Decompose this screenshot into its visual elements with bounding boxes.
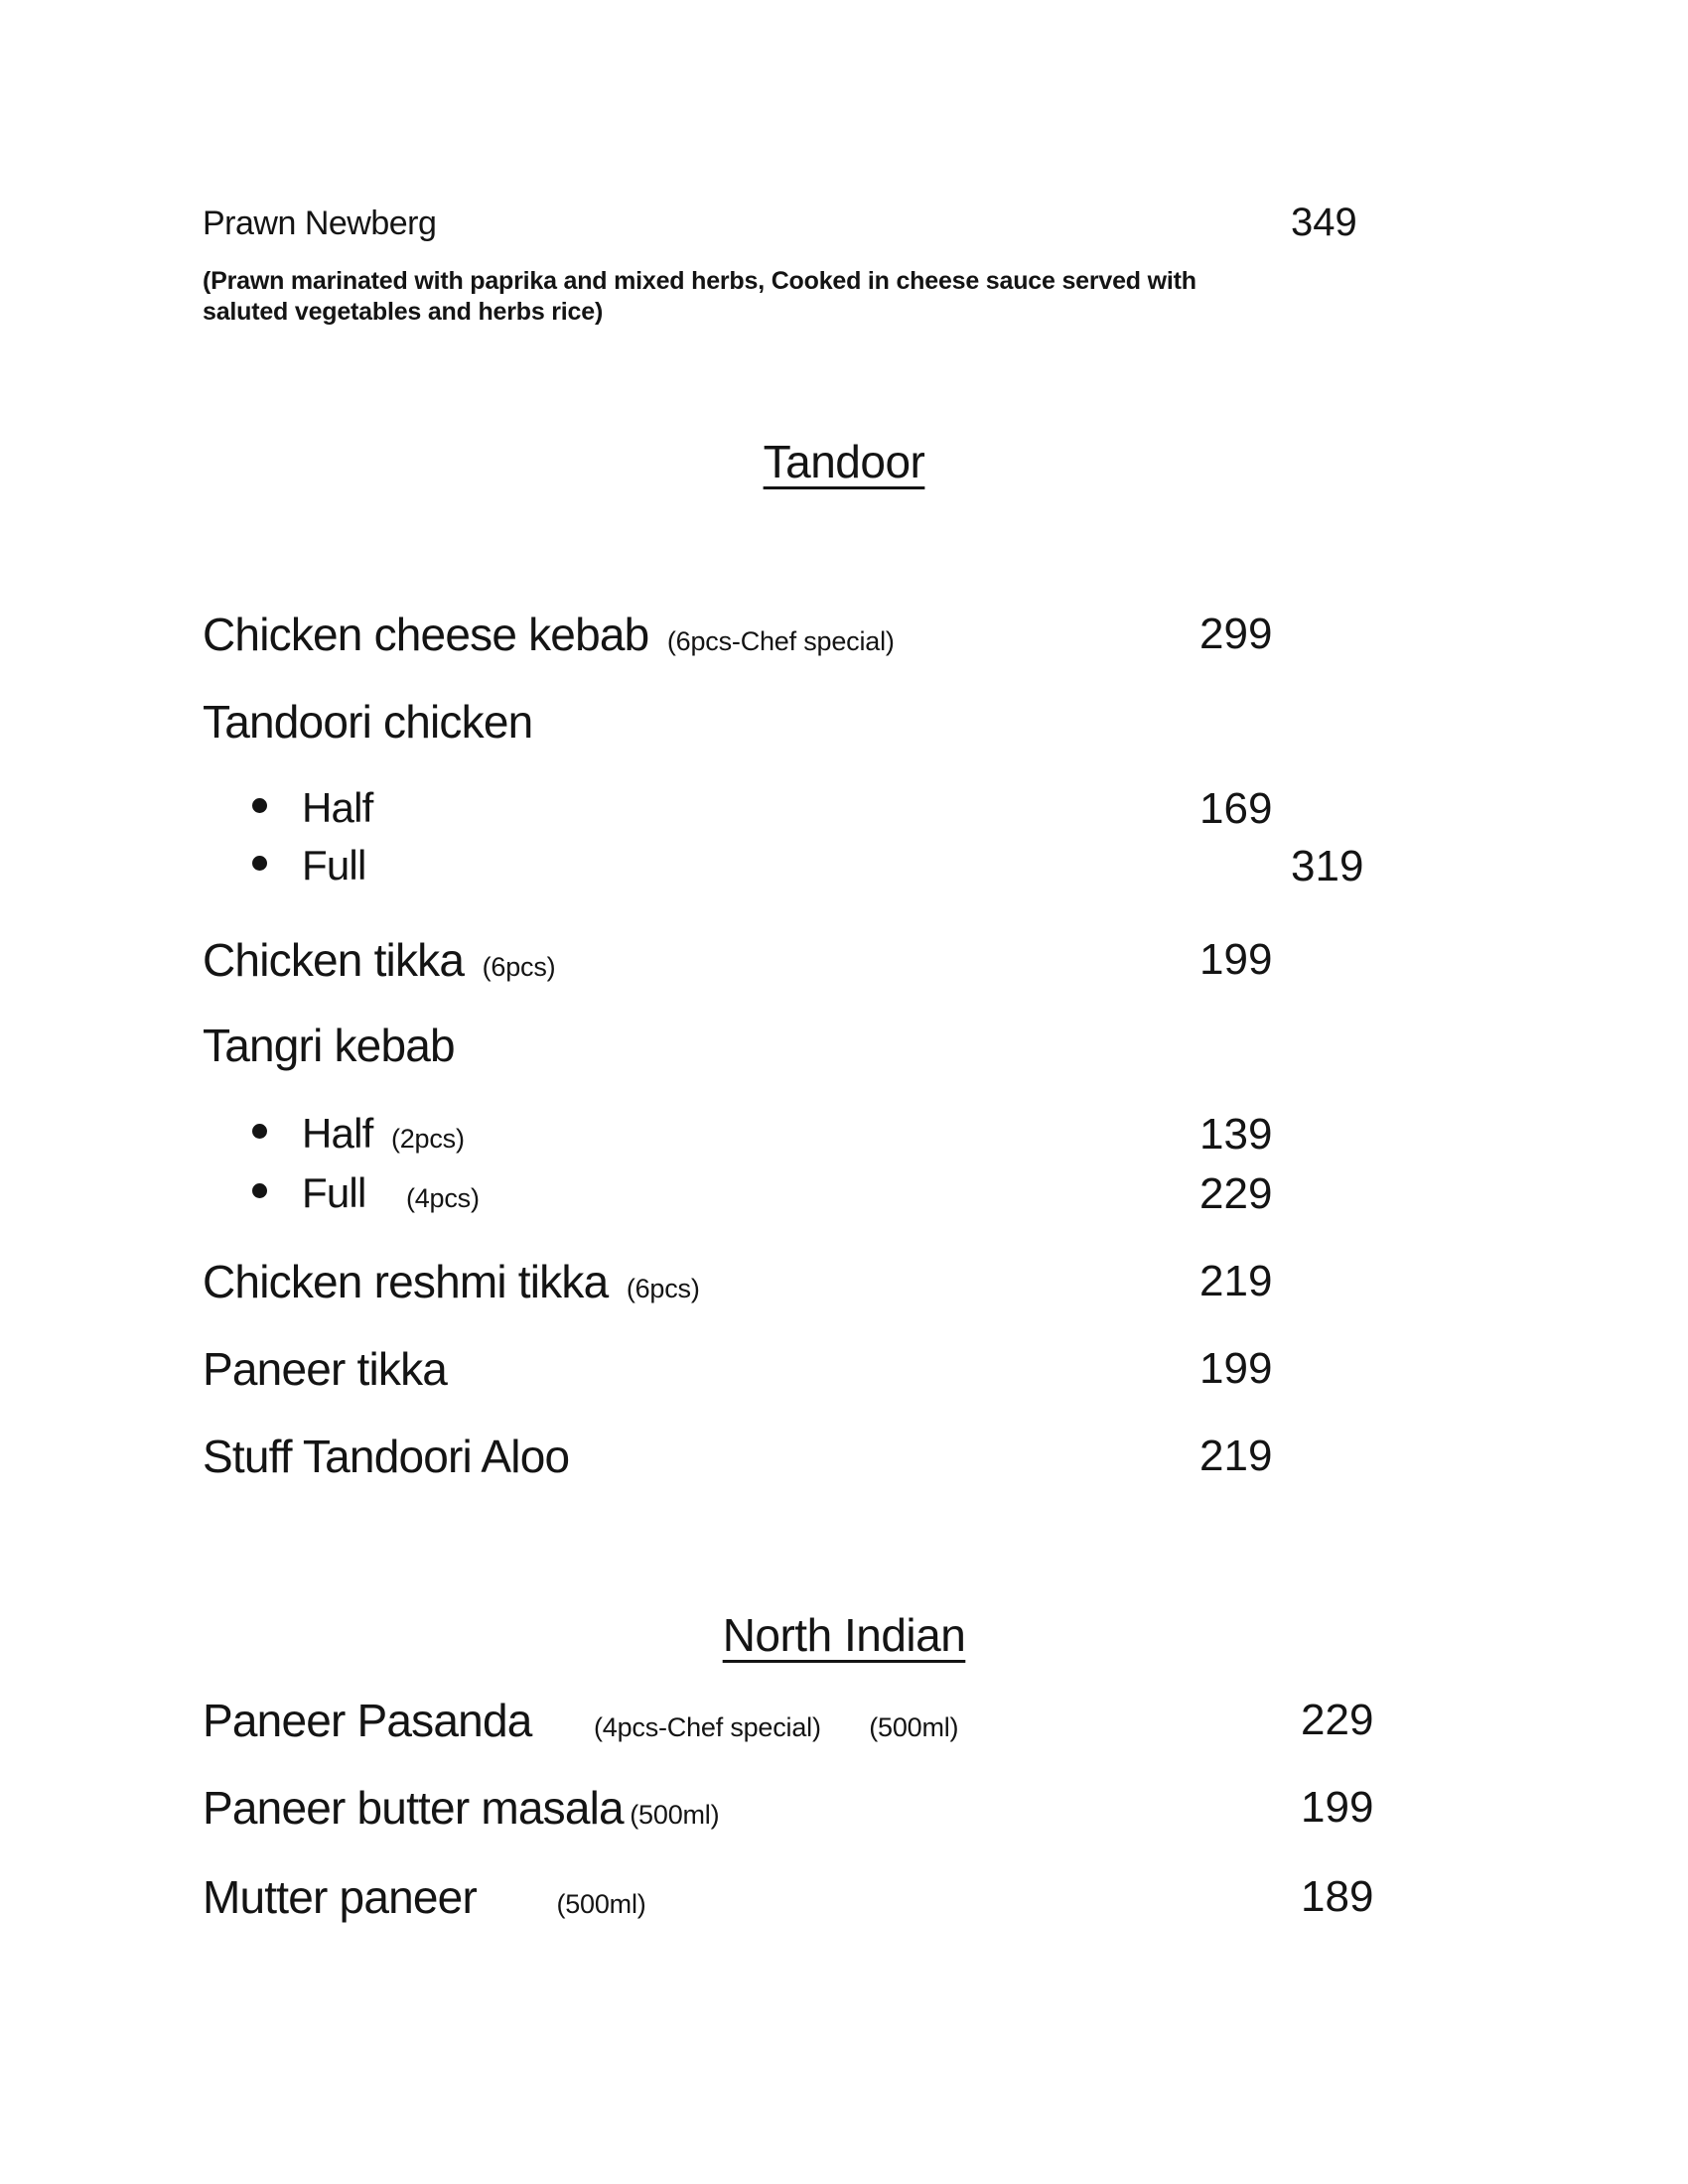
item-name: Chicken reshmi tikka bbox=[203, 1256, 609, 1307]
item-name: Paneer tikka bbox=[203, 1343, 448, 1395]
option-name: Full bbox=[302, 842, 366, 888]
menu-item-row bbox=[203, 1255, 1628, 1308]
item-price: 199 bbox=[1199, 935, 1273, 984]
item-price: 199 bbox=[1199, 1344, 1273, 1393]
option-name: Full bbox=[302, 1169, 366, 1216]
item-price: 199 bbox=[1301, 1783, 1374, 1832]
item-name: Chicken cheese kebab bbox=[203, 609, 649, 660]
item-name: Stuff Tandoori Aloo bbox=[203, 1431, 570, 1482]
option-name: Half bbox=[302, 1110, 373, 1157]
menu-item-row bbox=[203, 1019, 1628, 1072]
item-price: 299 bbox=[1199, 610, 1273, 658]
item-note: (4pcs-Chef special) bbox=[593, 1712, 821, 1742]
section-heading-north-indian bbox=[0, 1608, 1688, 1662]
item-name: Mutter paneer bbox=[203, 1871, 477, 1923]
bullet-icon bbox=[252, 798, 268, 814]
item-price: 349 bbox=[1291, 201, 1357, 244]
item-name: Prawn Newberg bbox=[203, 205, 437, 242]
item-price: 139 bbox=[1199, 1110, 1273, 1159]
item-note: (500ml) bbox=[630, 1800, 720, 1830]
bullet-icon bbox=[252, 1183, 268, 1199]
item-price: 219 bbox=[1199, 1432, 1273, 1480]
menu-item-row bbox=[203, 1694, 1628, 1747]
section-heading-tandoor bbox=[0, 435, 1688, 488]
option-row bbox=[203, 784, 1628, 832]
section-title: Tandoor bbox=[763, 436, 925, 487]
option-row bbox=[203, 1169, 1628, 1217]
item-price: 189 bbox=[1301, 1872, 1374, 1921]
item-name: Paneer Pasanda bbox=[203, 1695, 532, 1746]
item-name: Chicken tikka bbox=[203, 934, 465, 986]
menu-item-row bbox=[203, 608, 1628, 661]
option-row bbox=[203, 1110, 1628, 1158]
item-name: Tangri kebab bbox=[203, 1020, 455, 1071]
item-price: 319 bbox=[1291, 842, 1364, 890]
menu-item-row bbox=[203, 933, 1628, 987]
item-price: 169 bbox=[1199, 784, 1273, 833]
option-row bbox=[203, 842, 1628, 889]
item-price: 229 bbox=[1301, 1696, 1374, 1744]
dish-description-line: saluted vegetables and herbs rice) bbox=[203, 298, 604, 326]
option-note: (4pcs) bbox=[405, 1183, 480, 1213]
menu-item-row bbox=[203, 1342, 1628, 1396]
item-note: (500ml) bbox=[556, 1889, 646, 1919]
menu-item-row bbox=[203, 695, 1628, 749]
item-note: (500ml) bbox=[869, 1712, 959, 1742]
dish-description bbox=[203, 266, 1196, 328]
menu-item-row bbox=[203, 1781, 1628, 1835]
menu-item-row bbox=[203, 201, 1628, 244]
item-name: Paneer butter masala bbox=[203, 1782, 624, 1834]
menu-item-row bbox=[203, 1870, 1628, 1924]
item-price: 219 bbox=[1199, 1257, 1273, 1305]
item-note: (6pcs-Chef special) bbox=[666, 626, 895, 656]
item-note: (6pcs) bbox=[626, 1274, 700, 1303]
dish-description-line: (Prawn marinated with paprika and mixed herbs, Cooked in cheese sauce served with bbox=[203, 267, 1196, 295]
item-note: (6pcs) bbox=[482, 952, 556, 982]
bullet-icon bbox=[252, 856, 268, 872]
item-price: 229 bbox=[1199, 1169, 1273, 1218]
item-name: Tandoori chicken bbox=[203, 696, 533, 748]
option-name: Half bbox=[302, 784, 373, 831]
bullet-icon bbox=[252, 1124, 268, 1140]
option-note: (2pcs) bbox=[390, 1124, 465, 1154]
section-title: North Indian bbox=[722, 1609, 966, 1661]
menu-item-row bbox=[203, 1430, 1628, 1483]
